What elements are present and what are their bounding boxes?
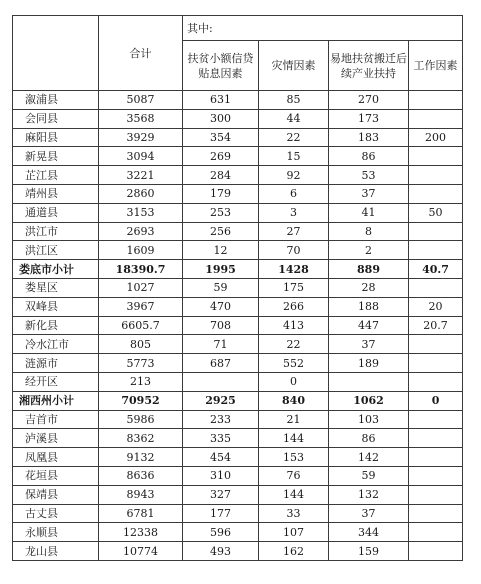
total-cell: 805 <box>99 335 183 354</box>
relocation-cell: 59 <box>329 466 409 485</box>
table-row <box>13 128 463 147</box>
region-name: 花垣县 <box>13 466 99 485</box>
microcredit-cell <box>183 372 259 391</box>
microcredit-cell: 256 <box>183 222 259 241</box>
work-cell <box>409 222 463 241</box>
relocation-cell: 173 <box>329 109 409 128</box>
table-row <box>13 335 463 354</box>
total-cell: 10774 <box>99 542 183 561</box>
microcredit-cell: 71 <box>183 335 259 354</box>
disaster-cell: 44 <box>259 109 329 128</box>
region-name: 凤凰县 <box>13 448 99 467</box>
relocation-cell: 8 <box>329 222 409 241</box>
microcredit-cell: 335 <box>183 429 259 448</box>
total-cell: 3221 <box>99 166 183 185</box>
disaster-cell: 107 <box>259 523 329 542</box>
microcredit-cell: 470 <box>183 297 259 316</box>
work-cell <box>409 91 463 110</box>
relocation-cell: 37 <box>329 335 409 354</box>
work-cell <box>409 109 463 128</box>
work-cell <box>409 335 463 354</box>
region-name: 泸溪县 <box>13 429 99 448</box>
region-name: 双峰县 <box>13 297 99 316</box>
work-cell <box>409 354 463 373</box>
region-name: 龙山县 <box>13 542 99 561</box>
table-row <box>13 542 463 561</box>
disaster-cell: 15 <box>259 147 329 166</box>
total-cell: 3153 <box>99 203 183 222</box>
table-row <box>13 429 463 448</box>
microcredit-cell: 2925 <box>183 391 259 410</box>
total-cell: 70952 <box>99 391 183 410</box>
relocation-cell: 37 <box>329 184 409 203</box>
region-name: 芷江县 <box>13 166 99 185</box>
header-microcredit: 扶贫小额信贷贴息因素 <box>183 41 259 91</box>
relocation-cell: 447 <box>329 316 409 335</box>
table-row <box>13 316 463 335</box>
total-cell: 9132 <box>99 448 183 467</box>
header-work: 工作因素 <box>409 41 463 91</box>
table-row <box>13 184 463 203</box>
relocation-cell: 132 <box>329 485 409 504</box>
microcredit-cell: 631 <box>183 91 259 110</box>
relocation-cell: 86 <box>329 429 409 448</box>
header-disaster: 灾情因素 <box>259 41 329 91</box>
disaster-cell: 92 <box>259 166 329 185</box>
relocation-cell: 270 <box>329 91 409 110</box>
work-cell <box>409 523 463 542</box>
work-cell <box>409 278 463 297</box>
total-cell: 3568 <box>99 109 183 128</box>
total-cell: 6781 <box>99 504 183 523</box>
total-cell: 2860 <box>99 184 183 203</box>
work-cell <box>409 372 463 391</box>
header-total: 合计 <box>99 16 183 91</box>
work-cell <box>409 166 463 185</box>
table-row <box>13 203 463 222</box>
total-cell: 8943 <box>99 485 183 504</box>
relocation-cell: 159 <box>329 542 409 561</box>
microcredit-cell: 59 <box>183 278 259 297</box>
microcredit-cell: 253 <box>183 203 259 222</box>
region-name: 娄底市小计 <box>13 260 99 279</box>
microcredit-cell: 454 <box>183 448 259 467</box>
disaster-cell: 3 <box>259 203 329 222</box>
total-cell: 213 <box>99 372 183 391</box>
disaster-cell: 413 <box>259 316 329 335</box>
subtotal-row <box>13 391 463 410</box>
table-row <box>13 297 463 316</box>
work-cell: 50 <box>409 203 463 222</box>
work-cell <box>409 485 463 504</box>
table-row <box>13 466 463 485</box>
work-cell <box>409 504 463 523</box>
total-cell: 3967 <box>99 297 183 316</box>
relocation-cell: 1062 <box>329 391 409 410</box>
header-row-1 <box>13 16 463 41</box>
region-name: 洪江市 <box>13 222 99 241</box>
relocation-cell: 53 <box>329 166 409 185</box>
region-name: 湘西州小计 <box>13 391 99 410</box>
table-row <box>13 91 463 110</box>
work-cell <box>409 448 463 467</box>
region-name: 古丈县 <box>13 504 99 523</box>
work-cell: 200 <box>409 128 463 147</box>
table-row <box>13 523 463 542</box>
relocation-cell: 142 <box>329 448 409 467</box>
microcredit-cell: 354 <box>183 128 259 147</box>
relocation-cell <box>329 372 409 391</box>
work-cell <box>409 184 463 203</box>
region-name: 会同县 <box>13 109 99 128</box>
subtotal-row <box>13 260 463 279</box>
total-cell: 6605.7 <box>99 316 183 335</box>
microcredit-cell: 12 <box>183 241 259 260</box>
microcredit-cell: 179 <box>183 184 259 203</box>
disaster-cell: 0 <box>259 372 329 391</box>
relocation-cell: 41 <box>329 203 409 222</box>
header-relocation: 易地扶贫搬迁后续产业扶持 <box>329 41 409 91</box>
disaster-cell: 22 <box>259 335 329 354</box>
microcredit-cell: 596 <box>183 523 259 542</box>
table-row <box>13 448 463 467</box>
disaster-cell: 552 <box>259 354 329 373</box>
disaster-cell: 153 <box>259 448 329 467</box>
table-row <box>13 354 463 373</box>
work-cell <box>409 429 463 448</box>
work-cell: 0 <box>409 391 463 410</box>
table-body <box>13 16 463 561</box>
relocation-cell: 28 <box>329 278 409 297</box>
work-cell <box>409 410 463 429</box>
region-name: 新化县 <box>13 316 99 335</box>
disaster-cell: 175 <box>259 278 329 297</box>
work-cell: 20.7 <box>409 316 463 335</box>
disaster-cell: 162 <box>259 542 329 561</box>
microcredit-cell: 327 <box>183 485 259 504</box>
microcredit-cell: 687 <box>183 354 259 373</box>
relocation-cell: 188 <box>329 297 409 316</box>
disaster-cell: 22 <box>259 128 329 147</box>
table-row <box>13 504 463 523</box>
disaster-cell: 840 <box>259 391 329 410</box>
relocation-cell: 344 <box>329 523 409 542</box>
region-name: 麻阳县 <box>13 128 99 147</box>
total-cell: 8362 <box>99 429 183 448</box>
relocation-cell: 103 <box>329 410 409 429</box>
disaster-cell: 144 <box>259 485 329 504</box>
total-cell: 3929 <box>99 128 183 147</box>
disaster-cell: 21 <box>259 410 329 429</box>
microcredit-cell: 233 <box>183 410 259 429</box>
relocation-cell: 189 <box>329 354 409 373</box>
table-row <box>13 166 463 185</box>
total-cell: 12338 <box>99 523 183 542</box>
disaster-cell: 76 <box>259 466 329 485</box>
relocation-cell: 2 <box>329 241 409 260</box>
table-row <box>13 485 463 504</box>
disaster-cell: 33 <box>259 504 329 523</box>
disaster-cell: 27 <box>259 222 329 241</box>
relocation-cell: 889 <box>329 260 409 279</box>
disaster-cell: 6 <box>259 184 329 203</box>
total-cell: 1027 <box>99 278 183 297</box>
total-cell: 3094 <box>99 147 183 166</box>
total-cell: 5773 <box>99 354 183 373</box>
microcredit-cell: 284 <box>183 166 259 185</box>
relocation-cell: 37 <box>329 504 409 523</box>
table-row <box>13 410 463 429</box>
region-name: 吉首市 <box>13 410 99 429</box>
region-name: 溆浦县 <box>13 91 99 110</box>
disaster-cell: 266 <box>259 297 329 316</box>
table-row <box>13 241 463 260</box>
table-row <box>13 147 463 166</box>
region-name: 经开区 <box>13 372 99 391</box>
table-row <box>13 278 463 297</box>
work-cell <box>409 241 463 260</box>
total-cell: 2693 <box>99 222 183 241</box>
table-row <box>13 222 463 241</box>
table-row <box>13 109 463 128</box>
table-row <box>13 372 463 391</box>
region-name: 冷水江市 <box>13 335 99 354</box>
disaster-cell: 144 <box>259 429 329 448</box>
work-cell <box>409 147 463 166</box>
work-cell <box>409 466 463 485</box>
total-cell: 5087 <box>99 91 183 110</box>
total-cell: 8636 <box>99 466 183 485</box>
region-name: 洪江区 <box>13 241 99 260</box>
microcredit-cell: 177 <box>183 504 259 523</box>
work-cell: 20 <box>409 297 463 316</box>
region-name: 娄星区 <box>13 278 99 297</box>
region-name: 新晃县 <box>13 147 99 166</box>
microcredit-cell: 1995 <box>183 260 259 279</box>
microcredit-cell: 310 <box>183 466 259 485</box>
disaster-cell: 70 <box>259 241 329 260</box>
disaster-cell: 85 <box>259 91 329 110</box>
microcredit-cell: 269 <box>183 147 259 166</box>
disaster-cell: 1428 <box>259 260 329 279</box>
allocation-table <box>12 15 463 561</box>
microcredit-cell: 300 <box>183 109 259 128</box>
work-cell: 40.7 <box>409 260 463 279</box>
header-qizhong: 其中: <box>183 16 463 41</box>
region-name: 靖州县 <box>13 184 99 203</box>
total-cell: 18390.7 <box>99 260 183 279</box>
microcredit-cell: 708 <box>183 316 259 335</box>
region-name: 保靖县 <box>13 485 99 504</box>
header-region-cell <box>13 16 99 91</box>
region-name: 通道县 <box>13 203 99 222</box>
work-cell <box>409 542 463 561</box>
total-cell: 5986 <box>99 410 183 429</box>
relocation-cell: 86 <box>329 147 409 166</box>
total-cell: 1609 <box>99 241 183 260</box>
microcredit-cell: 493 <box>183 542 259 561</box>
region-name: 涟源市 <box>13 354 99 373</box>
region-name: 永顺县 <box>13 523 99 542</box>
relocation-cell: 183 <box>329 128 409 147</box>
